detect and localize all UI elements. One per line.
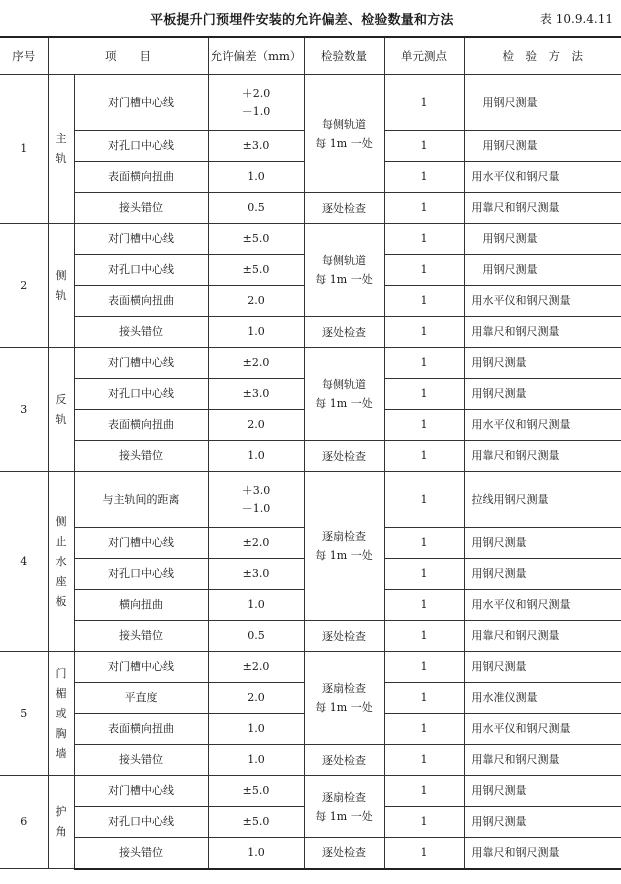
deviation-line: 1.0 (247, 753, 265, 766)
unit-points: 1 (384, 255, 464, 286)
header-unit: 单元测点 (384, 37, 464, 75)
deviation-value (208, 590, 304, 621)
deviation-line: 2.0 (247, 418, 265, 431)
inspection-qty (304, 224, 384, 317)
part-char: 或 (55, 706, 67, 720)
qty-line: 逐扇检查 (322, 790, 366, 804)
item-name: 对孔口中心线 (74, 131, 208, 162)
deviation-line: －1.0 (241, 501, 271, 515)
deviation-line: ±2.0 (242, 356, 270, 369)
deviation-line: 2.0 (247, 691, 265, 704)
table-row (0, 441, 621, 472)
deviation-value (208, 193, 304, 224)
inspection-method: 用钢尺测量 (464, 379, 621, 410)
unit-points: 1 (384, 652, 464, 683)
deviation-value (208, 776, 304, 807)
header-qty: 检验数量 (304, 37, 384, 75)
part-char: 护 (55, 805, 67, 818)
table-row (0, 193, 621, 224)
deviation-value (208, 838, 304, 869)
item-name: 横向扭曲 (74, 590, 208, 621)
deviation-line: 1.0 (247, 325, 265, 338)
inspection-qty (304, 75, 384, 193)
deviation-value (208, 317, 304, 348)
part-char: 门 (55, 666, 67, 680)
deviation-value (208, 621, 304, 652)
inspection-qty (304, 193, 384, 224)
deviation-line: ±5.0 (242, 784, 270, 797)
deviation-line: ±5.0 (242, 815, 270, 828)
table-row (0, 472, 621, 528)
qty-line: 每 1m 一处 (315, 397, 373, 410)
item-name: 对孔口中心线 (74, 559, 208, 590)
qty-line: 逐处检查 (322, 449, 366, 463)
item-name: 对门槽中心线 (74, 348, 208, 379)
unit-points: 1 (384, 528, 464, 559)
unit-points: 1 (384, 193, 464, 224)
qty-line: 每 1m 一处 (315, 809, 373, 823)
qty-line: 逐扇检查 (322, 530, 366, 543)
deviation-line: 0.5 (247, 629, 265, 642)
qty-line: 逐处检查 (322, 753, 366, 767)
unit-points: 1 (384, 683, 464, 714)
part-char: 角 (55, 825, 67, 838)
tolerance-table (0, 36, 621, 870)
deviation-line: ±2.0 (242, 660, 270, 673)
qty-line: 逐处检查 (322, 629, 366, 643)
deviation-value (208, 528, 304, 559)
table-row (0, 348, 621, 379)
inspection-method: 用钢尺测量 (464, 528, 621, 559)
item-name: 对孔口中心线 (74, 807, 208, 838)
inspection-method: 拉线用钢尺测量 (464, 472, 621, 528)
unit-points: 1 (384, 559, 464, 590)
inspection-method: 用靠尺和钢尺测量 (464, 838, 621, 869)
item-name: 对孔口中心线 (74, 379, 208, 410)
item-name: 接头错位 (74, 621, 208, 652)
deviation-line: ＋2.0 (241, 86, 271, 100)
row-seq: 4 (0, 472, 48, 652)
deviation-value (208, 162, 304, 193)
unit-points: 1 (384, 621, 464, 652)
qty-line: 每侧轨道 (322, 254, 366, 267)
item-name: 表面横向扭曲 (74, 286, 208, 317)
deviation-line: 1.0 (247, 449, 265, 462)
part-char: 墙 (55, 746, 67, 760)
inspection-method: 用水平仪和钢尺测量 (464, 590, 621, 621)
part-char: 板 (55, 594, 67, 608)
inspection-method: 用钢尺测量 (464, 348, 621, 379)
item-name: 对门槽中心线 (74, 224, 208, 255)
unit-points: 1 (384, 745, 464, 776)
deviation-line: ±3.0 (242, 387, 270, 400)
part-name (48, 75, 74, 224)
header-item: 项 目 (48, 37, 208, 75)
deviation-value (208, 131, 304, 162)
qty-line: 每侧轨道 (322, 378, 366, 391)
deviation-value (208, 807, 304, 838)
item-name: 表面横向扭曲 (74, 162, 208, 193)
deviation-value (208, 348, 304, 379)
unit-points: 1 (384, 410, 464, 441)
table-row (0, 621, 621, 652)
item-name: 对门槽中心线 (74, 652, 208, 683)
unit-points: 1 (384, 348, 464, 379)
inspection-qty (304, 838, 384, 869)
unit-points: 1 (384, 776, 464, 807)
row-seq: 5 (0, 652, 48, 776)
part-char: 侧 (55, 514, 67, 528)
qty-line: 每 1m 一处 (315, 701, 373, 714)
part-char: 轨 (55, 152, 67, 165)
inspection-qty (304, 441, 384, 472)
deviation-value (208, 652, 304, 683)
deviation-value (208, 683, 304, 714)
unit-points: 1 (384, 379, 464, 410)
header-deviation: 允许偏差（mm） (208, 37, 304, 75)
part-char: 反 (55, 392, 67, 406)
header-seq: 序号 (0, 37, 48, 75)
row-seq: 3 (0, 348, 48, 472)
deviation-line: ±5.0 (242, 232, 270, 245)
unit-points: 1 (384, 472, 464, 528)
part-char: 胸 (55, 726, 67, 740)
inspection-method: 用靠尺和钢尺测量 (464, 745, 621, 776)
inspection-method: 用水平仪和钢尺测量 (464, 410, 621, 441)
item-name: 表面横向扭曲 (74, 714, 208, 745)
inspection-method: 用钢尺测量 (464, 559, 621, 590)
table-header (0, 37, 621, 75)
part-char: 止 (55, 534, 67, 548)
deviation-line: 1.0 (247, 170, 265, 183)
deviation-value (208, 286, 304, 317)
part-name (48, 348, 74, 472)
header-method: 检 验 方 法 (464, 37, 621, 75)
qty-line: 逐处检查 (322, 846, 366, 860)
unit-points: 1 (384, 162, 464, 193)
unit-points: 1 (384, 317, 464, 348)
inspection-qty (304, 776, 384, 838)
deviation-value (208, 559, 304, 590)
inspection-method: 用靠尺和钢尺测量 (464, 317, 621, 348)
inspection-qty (304, 621, 384, 652)
unit-points: 1 (384, 838, 464, 869)
part-char: 楣 (55, 686, 67, 700)
inspection-qty (304, 472, 384, 621)
inspection-qty (304, 348, 384, 441)
header-row (0, 37, 621, 75)
unit-points: 1 (384, 807, 464, 838)
deviation-value (208, 745, 304, 776)
qty-line: 逐处检查 (322, 201, 366, 215)
item-name: 对孔口中心线 (74, 255, 208, 286)
deviation-line: 1.0 (247, 845, 265, 859)
part-char: 主 (55, 132, 67, 145)
inspection-method: 用靠尺和钢尺测量 (464, 193, 621, 224)
part-char: 轨 (55, 412, 67, 426)
unit-points: 1 (384, 131, 464, 162)
table-row (0, 838, 621, 869)
inspection-method: 用钢尺测量 (464, 131, 621, 162)
deviation-value (208, 255, 304, 286)
part-char: 轨 (55, 288, 67, 302)
deviation-value (208, 472, 304, 528)
page-header (0, 0, 621, 36)
deviation-value (208, 410, 304, 441)
row-seq: 2 (0, 224, 48, 348)
part-char: 侧 (55, 268, 67, 282)
unit-points: 1 (384, 590, 464, 621)
qty-line: 逐处检查 (322, 325, 366, 339)
item-name: 对门槽中心线 (74, 776, 208, 807)
deviation-line: ±3.0 (242, 567, 270, 580)
inspection-method: 用水平仪和钢尺测量 (464, 714, 621, 745)
inspection-method: 用水平仪和钢尺测量 (464, 286, 621, 317)
qty-line: 每 1m 一处 (315, 136, 373, 150)
table-row (0, 224, 621, 255)
inspection-qty (304, 652, 384, 745)
deviation-line: ±5.0 (242, 263, 270, 276)
item-name: 接头错位 (74, 745, 208, 776)
table-row (0, 745, 621, 776)
part-name (48, 224, 74, 348)
part-char: 座 (55, 574, 67, 588)
qty-line: 逐扇检查 (322, 682, 366, 695)
deviation-value (208, 441, 304, 472)
item-name: 接头错位 (74, 441, 208, 472)
part-char: 水 (55, 554, 67, 568)
item-name: 对门槽中心线 (74, 75, 208, 131)
inspection-method: 用靠尺和钢尺测量 (464, 441, 621, 472)
item-name: 平直度 (74, 683, 208, 714)
unit-points: 1 (384, 75, 464, 131)
part-name (48, 472, 74, 652)
deviation-line: 0.5 (247, 201, 265, 214)
qty-line: 每 1m 一处 (315, 549, 373, 562)
unit-points: 1 (384, 224, 464, 255)
deviation-line: ±3.0 (242, 139, 270, 152)
item-name: 与主轨间的距离 (74, 472, 208, 528)
item-name: 对门槽中心线 (74, 528, 208, 559)
table-number: 表 10.9.4.11 (539, 12, 613, 26)
inspection-method: 用钢尺测量 (464, 776, 621, 807)
item-name: 接头错位 (74, 193, 208, 224)
item-name: 表面横向扭曲 (74, 410, 208, 441)
inspection-method: 用靠尺和钢尺测量 (464, 621, 621, 652)
table-row (0, 317, 621, 348)
deviation-line: －1.0 (241, 104, 271, 118)
table-row (0, 776, 621, 807)
qty-line: 每 1m 一处 (315, 273, 373, 286)
inspection-qty (304, 317, 384, 348)
table-row (0, 75, 621, 131)
inspection-qty (304, 745, 384, 776)
deviation-value (208, 224, 304, 255)
unit-points: 1 (384, 714, 464, 745)
inspection-method: 用水平仪和钢尺量 (464, 162, 621, 193)
deviation-value (208, 75, 304, 131)
deviation-line: 2.0 (247, 294, 265, 307)
part-name (48, 652, 74, 776)
table-body (0, 75, 621, 869)
item-name: 接头错位 (74, 838, 208, 869)
inspection-method: 用钢尺测量 (464, 75, 621, 131)
inspection-method: 用水准仪测量 (464, 683, 621, 714)
inspection-method: 用钢尺测量 (464, 652, 621, 683)
deviation-value (208, 714, 304, 745)
part-name (48, 776, 74, 869)
qty-line: 每侧轨道 (322, 117, 366, 131)
deviation-line: ＋3.0 (241, 483, 271, 497)
inspection-method: 用钢尺测量 (464, 224, 621, 255)
page-title: 平板提升门预埋件安装的允许偏差、检验数量和方法 (150, 13, 454, 28)
deviation-line: 1.0 (247, 722, 265, 735)
unit-points: 1 (384, 441, 464, 472)
deviation-line: 1.0 (247, 598, 265, 611)
deviation-line: ±2.0 (242, 536, 270, 549)
table-row (0, 652, 621, 683)
inspection-method: 用钢尺测量 (464, 255, 621, 286)
item-name: 接头错位 (74, 317, 208, 348)
row-seq: 6 (0, 776, 48, 869)
unit-points: 1 (384, 286, 464, 317)
deviation-value (208, 379, 304, 410)
row-seq: 1 (0, 75, 48, 224)
inspection-method: 用钢尺测量 (464, 807, 621, 838)
